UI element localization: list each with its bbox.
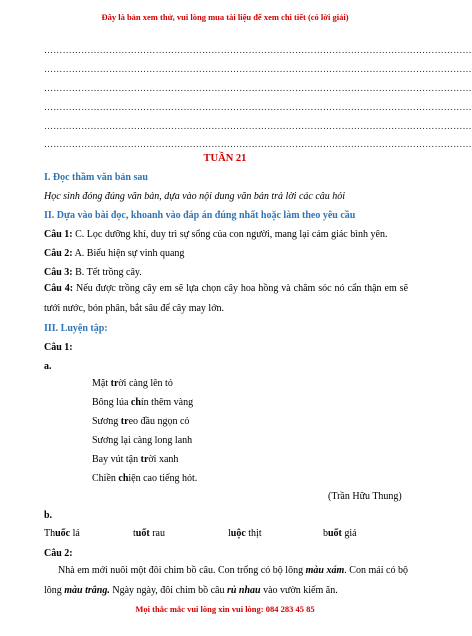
- answer-line: …………………………………………………………………………………………………………………………: [44, 45, 472, 55]
- word-item: [133, 528, 165, 539]
- poem-line: [92, 396, 193, 409]
- answer-line: …………………………………………………………………………………………………………………………: [44, 83, 472, 93]
- poem-text: ín thêm vàng: [140, 397, 194, 408]
- poem-text: Sương: [92, 416, 121, 427]
- paragraph-text: Nhà em mới nuôi một đôi chim bồ câu. Con trống có bộ lông: [58, 565, 306, 576]
- word-item: [323, 528, 357, 539]
- word-highlight: uộc: [230, 528, 246, 539]
- word-text: giá: [341, 528, 357, 539]
- part-a-label: a.: [44, 361, 52, 372]
- emphasis: màu xám: [305, 565, 345, 576]
- poem-line: [92, 377, 173, 390]
- answer-text: C. Lọc dưỡng khí, duy trì sự sống của con người, mang lại cảm giác bình yên.: [75, 229, 388, 240]
- word-text: t: [133, 528, 136, 539]
- word-text: rau: [149, 528, 165, 539]
- word-highlight: uốc: [55, 528, 71, 539]
- poem-text: ời xanh: [148, 454, 179, 465]
- poem-text: Chiền: [92, 473, 119, 484]
- poem-text: Bay vút tận: [92, 454, 141, 465]
- poem-highlight: ch: [118, 473, 129, 484]
- answer-line: …………………………………………………………………………………………………………………………: [44, 64, 472, 74]
- poem-text: Sương lại càng long lanh: [92, 435, 193, 446]
- question-2-label: Câu 2:: [44, 548, 73, 559]
- section1-heading: I. Đọc thầm văn bản sau: [44, 172, 148, 183]
- paragraph-text: vào vườn kiếm ăn.: [260, 585, 338, 596]
- answer-4: [44, 279, 408, 319]
- answer-1: [44, 228, 387, 241]
- poem-author: (Trần Hữu Thung): [328, 491, 402, 502]
- paragraph-text: Ngày ngày, đôi chim bồ câu: [109, 585, 227, 596]
- poem-highlight: tr: [140, 454, 149, 465]
- word-text: thịt: [245, 528, 262, 539]
- word-text: Th: [44, 528, 56, 539]
- preview-notice: Đây là bản xem thử, vui lòng mua tài liệu để xem chi tiết (có lời giải): [101, 12, 349, 22]
- answer-text: Nếu được trồng cây em sẽ lựa chọn cây hoa hồng và chăm sóc nó cẩn thận em sẽ tưới nước, bón phân, bắt sâu để cây may lớn.: [44, 283, 409, 314]
- poem-highlight: ch: [130, 397, 141, 408]
- poem-text: iện cao tiếng hót.: [128, 473, 198, 484]
- poem-line: [92, 453, 178, 466]
- answer-text: A. Biểu hiện sự vinh quang: [74, 248, 185, 259]
- answer-label: Câu 4:: [44, 283, 74, 294]
- week-title: TUẦN 21: [203, 153, 247, 164]
- emphasis: màu trắng.: [64, 585, 110, 596]
- answer-text: B. Tết trồng cây.: [75, 267, 142, 278]
- word-item: [228, 528, 262, 539]
- poem-line: [92, 472, 197, 485]
- section3-heading: III. Luyện tập:: [44, 323, 108, 334]
- word-highlight: uốt: [135, 528, 150, 539]
- section1-instruction: Học sinh đóng đúng văn bản, dựa vào nội dung văn bản trả lời các câu hỏi: [44, 191, 346, 202]
- word-text: l: [228, 528, 231, 539]
- answer-label: Câu 1:: [44, 229, 73, 240]
- question-2-paragraph: [44, 561, 408, 601]
- poem-highlight: tr: [110, 378, 119, 389]
- answer-3: [44, 266, 142, 279]
- emphasis: rủ nhau: [226, 585, 261, 596]
- poem-line: [92, 434, 192, 447]
- word-text: b: [323, 528, 328, 539]
- word-highlight: uốt: [328, 528, 342, 539]
- poem-highlight: tr: [120, 416, 129, 427]
- poem-text: Mặt: [92, 378, 111, 389]
- poem-text: eo đầu ngọn cỏ: [128, 416, 190, 427]
- poem-text: Bông lúa: [92, 397, 131, 408]
- answer-2: [44, 247, 184, 260]
- word-text: lá: [70, 528, 80, 539]
- question-1-label: Câu 1:: [44, 342, 73, 353]
- paragraph-text: . Con mái có bộ lông: [44, 565, 409, 596]
- contact-notice: Mọi thắc mắc vui lòng xin vui lòng: 084 283 45 85: [135, 604, 315, 614]
- part-b-label: b.: [44, 510, 53, 521]
- word-item: [44, 528, 80, 539]
- section2-heading: II. Dựa vào bài đọc, khoanh vào đáp án đúng nhất hoặc làm theo yêu cầu: [44, 210, 356, 221]
- answer-line: …………………………………………………………………………………………………………………………: [44, 139, 472, 149]
- answer-label: Câu 3:: [44, 267, 73, 278]
- answer-line: …………………………………………………………………………………………………………………………: [44, 121, 472, 131]
- poem-text: ời càng lên tỏ: [118, 378, 173, 389]
- answer-line: …………………………………………………………………………………………………………………………: [44, 102, 472, 112]
- answer-label: Câu 2:: [44, 248, 73, 259]
- poem-line: [92, 415, 189, 428]
